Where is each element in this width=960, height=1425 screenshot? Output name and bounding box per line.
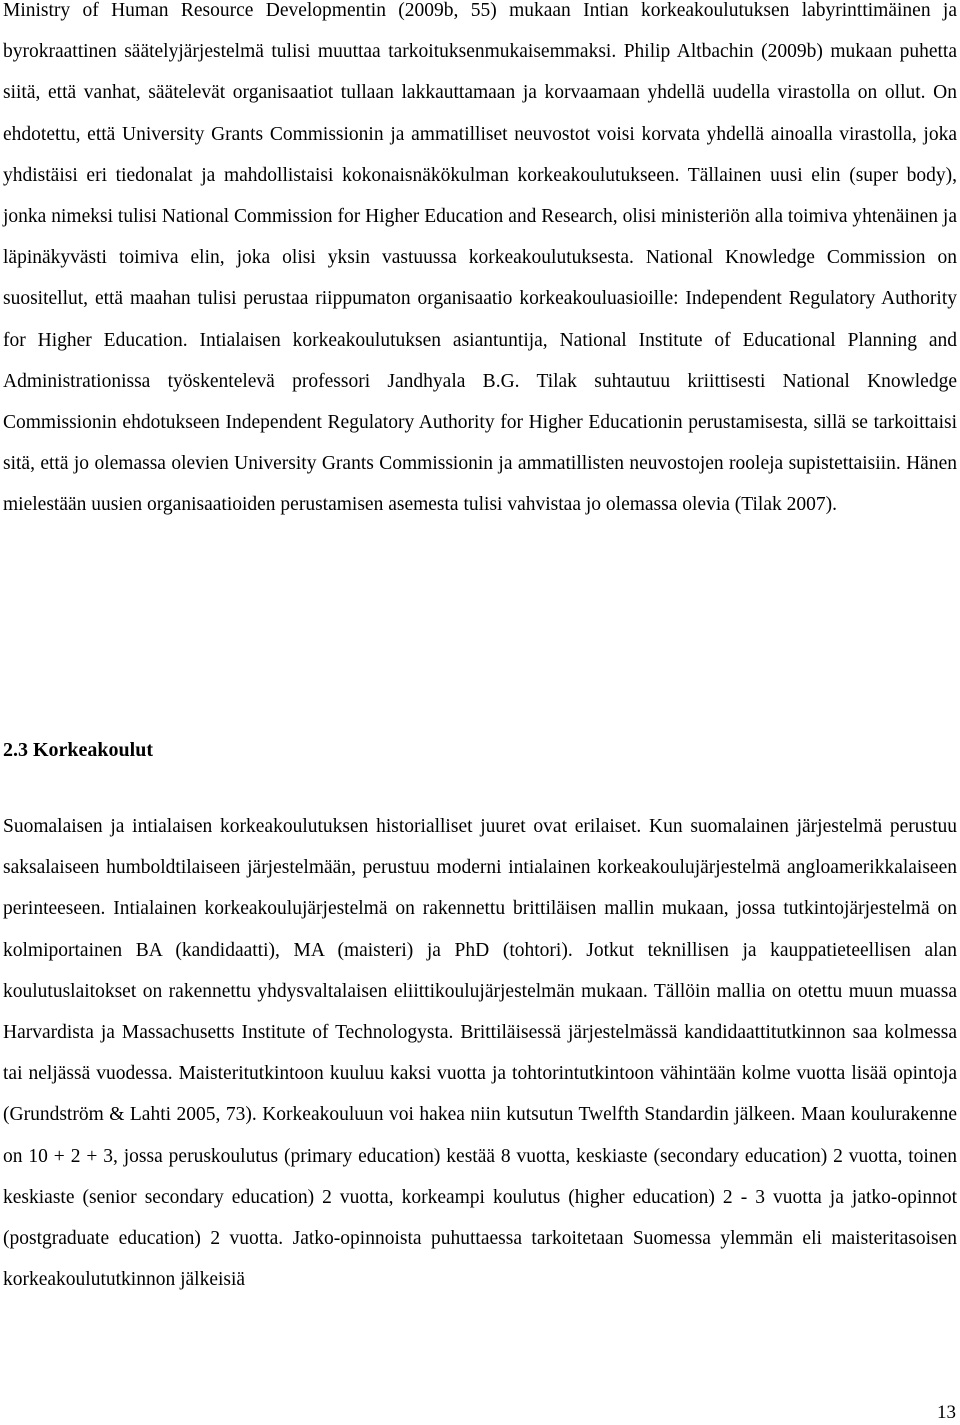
body-paragraph-intro: Ministry of Human Resource Developmentin (2009b, 55) mukaan Intian korkeakoulutuksen labyrinttimäinen ja byrokraattinen säätelyjärjestelmä tulisi muuttaa tarkoituksenmukaisemmaksi. Philip Altbachin (2009b) mukaan puhetta siitä, että vanhat, säätelevät organisaatiot tullaan lakkauttamaan ja korvaamaan yhdellä uudella virastolla on ollut. On ehdotettu, että University Grants Commissionin ja ammatilliset neuvostot voisi korvata yhdellä ainoalla virastolla, joka yhdistäisi eri tiedonalat ja mahdollistaisi kokonaisnäkökulman korkeakoulutukseen. Tällainen uusi elin (super body), jonka nimeksi tulisi National Commission for Higher Education and Research, olisi ministeriön alla toimiva yhtenäinen ja läpinäkyvästi toimiva elin, joka olisi yksin vastuussa korkeakoulutuksesta. National Knowledge Commission on suositellut, että maahan tulisi perustaa riippumaton organisaatio korkeakouluasioille: Independent Regulatory Authority for Higher Education. Intialaisen korkeakoulutuksen asiantuntija, National Institute of Educational Planning and Administrationissa työskentelevä professori Jandhyala B.G. Tilak suhtautuu kriittisesti National Knowledge Commissionin ehdotukseen Independent Regulatory Authority for Higher Educationin perustamisesta, sillä se tarkoittaisi sitä, että jo olemassa olevien University Grants Commissionin ja ammatillisten neuvostojen rooleja supistettaisiin. Hänen mielestään uusien organisaatioiden perustamisen asemesta tulisi vahvistaa jo olemassa olevia (Tilak 2007).: [3, 0, 957, 516]
body-paragraph-korkeakoulut: Suomalaisen ja intialaisen korkeakoulutuksen historialliset juuret ovat erilaiset. Kun suomalainen järjestelmä perustuu saksalaiseen humboldtilaiseen järjestelmään, perustuu moderni intialainen korkeakoulujärjestelmä angloamerikkalaiseen perinteeseen. Intialainen korkeakoulujärjestelmä on rakennettu brittiläisen mallin mukaan, jossa tutkintojärjestelmä on kolmiportainen BA (kandidaatti), MA (maisteri) ja PhD (tohtori). Jotkut teknillisen ja kauppatieteellisen alan koulutuslaitokset on rakennettu yhdysvaltalaisen eliittikoulujärjestelmän mukaan. Tällöin mallia on otettu muun muassa Harvardista ja Massachusetts Institute of Technologysta. Brittiläisessä järjestelmässä kandidaattitutkinnon saa kolmessa tai neljässä vuodessa. Maisteritutkintoon kuuluu kaksi vuotta ja tohtorintutkintoon vähintään kolme vuotta lisää opintoja (Grundström & Lahti 2005, 73). Korkeakouluun voi hakea niin kutsutun Twelfth Standardin jälkeen. Maan koulurakenne on 10 + 2 + 3, jossa peruskoulutus (primary education) kestää 8 vuotta, keskiaste (secondary education) 2 vuotta, toinen keskiaste (senior secondary education) 2 vuotta, korkeampi koulutus (higher education) 2 - 3 vuotta ja jatko-opinnot (postgraduate education) 2 vuotta. Jatko-opinnoista puhuttaessa tarkoitetaan Suomessa ylemmän eli maisteritasoisen korkeakoulututkinnon jälkeisiä: [3, 816, 957, 1291]
page-number: 13: [937, 1402, 956, 1423]
section-heading: 2.3 Korkeakoulut: [3, 739, 154, 761]
